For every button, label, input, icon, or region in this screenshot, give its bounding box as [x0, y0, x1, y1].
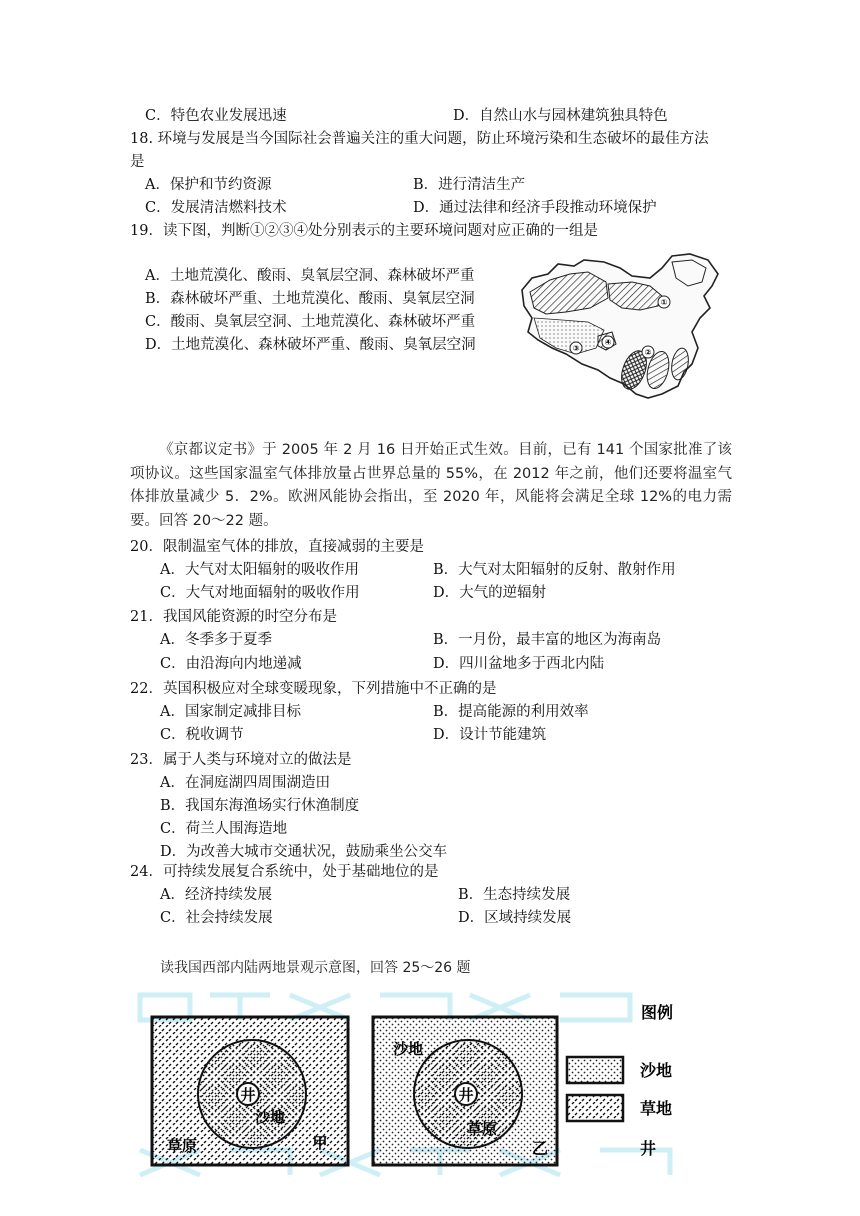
q24-option-b: B．生态持续发展: [458, 887, 571, 903]
q18-option-a: A．保护和节约资源: [145, 177, 272, 193]
legend-title: 图例: [640, 1003, 674, 1022]
q20-option-a: A．大气对太阳辐射的吸收作用: [160, 562, 359, 578]
panel-yi-outer-label: 沙地: [392, 1040, 424, 1058]
q19-option-d: D．土地荒漠化、森林破坏严重、酸雨、臭氧层空洞: [145, 337, 476, 353]
q23-option-d: D．为改善大城市交通状况，鼓励乘坐公交车: [160, 844, 448, 860]
q18-stem-cont: 是: [130, 154, 145, 170]
legend-grass-label: 草地: [639, 1099, 673, 1118]
q22-option-a: A．国家制定减排目标: [160, 704, 301, 720]
q22-option-d: D．设计节能建筑: [433, 727, 547, 743]
svg-text:③: ③: [572, 344, 580, 353]
q21-option-a: A．冬季多于夏季: [160, 632, 272, 648]
q24-option-d: D．区域持续发展: [458, 910, 572, 926]
q18-stem: 18. 环境与发展是当今国际社会普遍关注的重大问题，防止环境污染和生态破坏的最佳方法: [130, 131, 709, 147]
q22-option-b: B．提高能源的利用效率: [433, 704, 589, 720]
panel-jia-well-label: 井: [240, 1086, 256, 1104]
q24-stem: 24．可持续发展复合系统中，处于基础地位的是: [130, 864, 439, 880]
map-marker-1: [658, 296, 670, 308]
china-map-figure: [512, 252, 728, 412]
q17-option-d: D．自然山水与园林建筑独具特色: [453, 108, 668, 124]
panel-yi-well-label: 井: [458, 1086, 474, 1104]
legend-sand-label: 沙地: [639, 1061, 673, 1080]
panel-jia-tag: 甲: [312, 1134, 328, 1152]
q17-option-c: C．特色农业发展迅速: [145, 108, 287, 124]
q21-option-b: B．一月份，最丰富的地区为海南岛: [433, 632, 662, 648]
q20-stem: 20．限制温室气体的排放，直接减弱的主要是: [130, 539, 424, 555]
q23-stem: 23．属于人类与环境对立的做法是: [130, 752, 352, 768]
q23-option-b: B．我国东海渔场实行休渔制度: [160, 798, 360, 814]
q24-option-a: A．经济持续发展: [160, 887, 272, 903]
svg-text:④: ④: [604, 338, 612, 347]
q21-option-d: D．四川盆地多于西北内陆: [433, 656, 605, 672]
landscape-figure: [130, 990, 690, 1180]
svg-text:②: ②: [644, 348, 652, 357]
q19-option-b: B．森林破坏严重、土地荒漠化、酸雨、臭氧层空洞: [145, 291, 475, 307]
q18-option-d: D．通过法律和经济手段推动环境保护: [413, 200, 657, 216]
q18-option-c: C．发展清洁燃料技术: [145, 200, 287, 216]
landscape-intro: 读我国西部内陆两地景观示意图，回答 25～26 题: [160, 960, 471, 976]
legend-sand-swatch: [567, 1057, 623, 1083]
map-marker-3: [570, 342, 582, 354]
q21-stem: 21．我国风能资源的时空分布是: [130, 609, 337, 625]
q23-option-a: A．在洞庭湖四周围湖造田: [160, 775, 330, 791]
q20-option-d: D．大气的逆辐射: [433, 585, 547, 601]
panel-jia-outer-label: 草原: [166, 1137, 198, 1155]
map-marker-4: [602, 336, 614, 348]
svg-text:①: ①: [660, 298, 668, 307]
legend-well-label: 井: [639, 1139, 657, 1158]
q18-option-b: B．进行清洁生产: [413, 177, 526, 193]
q22-option-c: C．税收调节: [160, 727, 244, 743]
panel-yi-inner-label: 草原: [466, 1120, 498, 1138]
panel-jia-inner-label: 沙地: [254, 1108, 286, 1126]
q21-option-c: C．由沿海向内地递减: [160, 656, 302, 672]
q23-option-c: C．荷兰人围海造地: [160, 821, 288, 837]
q19-option-a: A．土地荒漠化、酸雨、臭氧层空洞、森林破坏严重: [145, 268, 475, 284]
panel-yi-tag: 乙: [531, 1139, 549, 1158]
q19-option-c: C．酸雨、臭氧层空洞、土地荒漠化、森林破坏严重: [145, 314, 476, 330]
map-marker-2: [642, 346, 654, 358]
legend-grass-swatch: [567, 1095, 623, 1121]
q20-option-c: C．大气对地面辐射的吸收作用: [160, 585, 360, 601]
q20-option-b: B．大气对太阳辐射的反射、散射作用: [433, 562, 676, 578]
kyoto-intro-paragraph: 《京都议定书》于 2005 年 2 月 16 日开始正式生效。目前，已有 141 个国家批准了该项协议。这些国家温室气体排放量占世界总量的 55%，在 2012 年之前，他们还要将温室气体排放量减少 5．2%。欧洲风能协会指出，至 2020 年，风能将会满足全球 12%的电力需要。回答 20～22 题。: [130, 442, 732, 529]
q24-option-c: C．社会持续发展: [160, 910, 273, 926]
q22-stem: 22．英国积极应对全球变暖现象，下列措施中不正确的是: [130, 681, 497, 697]
q19-stem: 19．读下图，判断①②③④处分别表示的主要环境问题对应正确的一组是: [130, 223, 598, 239]
